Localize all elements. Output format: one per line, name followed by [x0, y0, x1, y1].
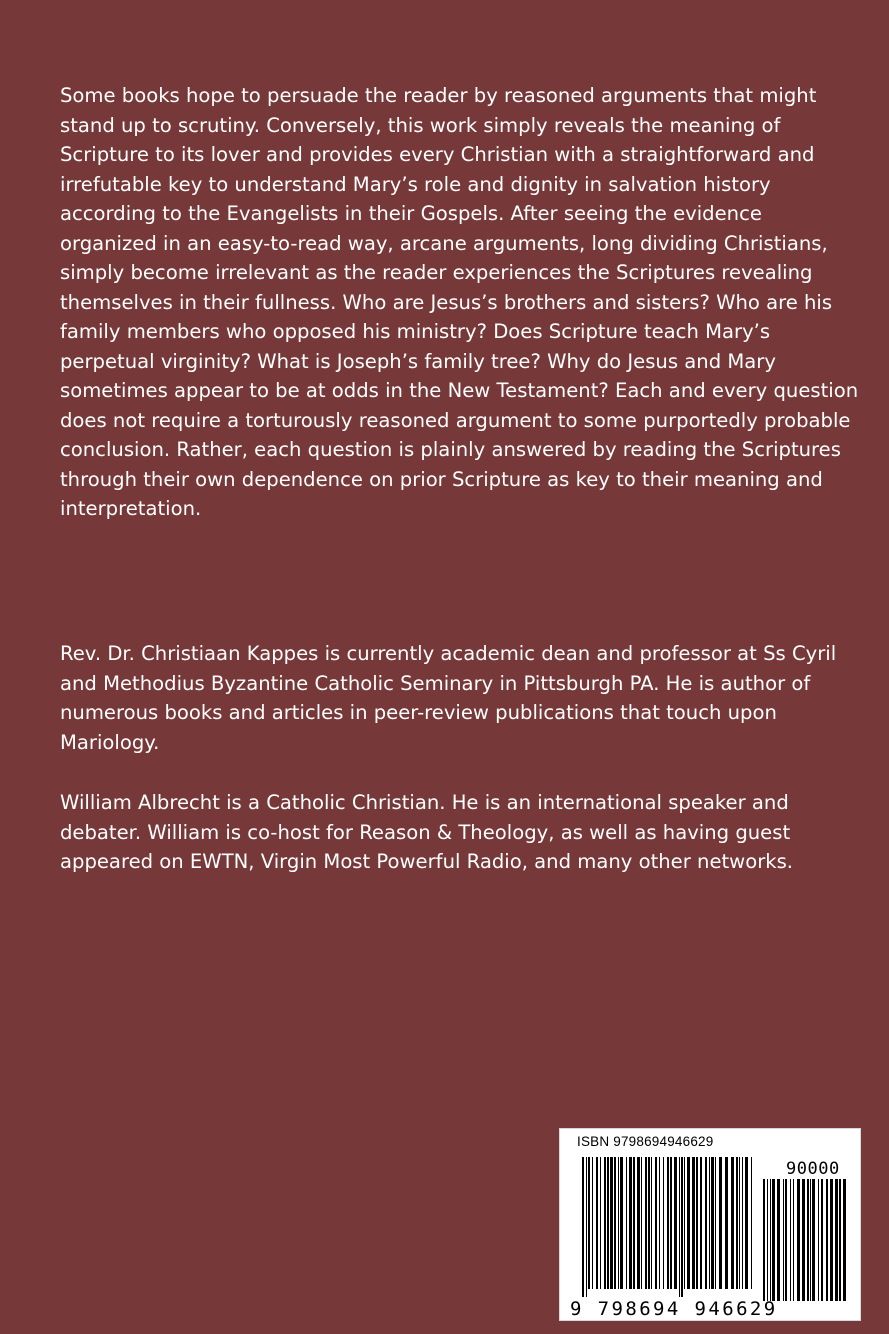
- barcode-bar: [777, 1179, 780, 1301]
- barcode-bar: [692, 1157, 695, 1289]
- barcode-bar: [785, 1179, 787, 1301]
- barcode-bar: [705, 1157, 707, 1289]
- barcode-bar: [637, 1157, 640, 1289]
- barcode-bar: [767, 1179, 768, 1301]
- barcode-bar: [731, 1157, 734, 1289]
- barcode-bar: [633, 1157, 635, 1289]
- barcode-bar: [725, 1157, 728, 1289]
- main-barcode-bars: [582, 1157, 752, 1297]
- barcode-bar: [655, 1157, 657, 1289]
- price-addon-bars: [763, 1179, 846, 1301]
- barcode-bar: [810, 1179, 811, 1301]
- barcode-bar: [835, 1179, 838, 1301]
- barcode-graphic: [560, 1129, 862, 1322]
- barcode-bar: [670, 1157, 672, 1289]
- barcode-bar: [772, 1179, 775, 1301]
- barcode-bar: [614, 1157, 616, 1289]
- barcode-bar: [667, 1157, 669, 1289]
- barcode-bar: [821, 1179, 823, 1301]
- barcode-bar: [783, 1179, 784, 1301]
- barcode-bar: [807, 1179, 809, 1301]
- barcode-bar: [592, 1157, 593, 1289]
- barcode-bar: [687, 1157, 690, 1289]
- barcode-bar: [802, 1179, 805, 1301]
- barcode-bar: [663, 1157, 664, 1289]
- author-bio-albrecht: [60, 788, 860, 877]
- barcode-bar: [830, 1179, 833, 1301]
- barcode-bar: [659, 1157, 660, 1289]
- barcode-bar: [739, 1157, 740, 1289]
- barcode-bar: [674, 1157, 677, 1289]
- isbn-label: ISBN 9798694946629: [577, 1134, 714, 1149]
- author-bio-albrecht-text: William Albrecht is a Catholic Christian. He is an international speaker and debater. William is co-host for Reason & Theology, as well as having guest appeared on EWTN, Virgin Most Powerful Radio, and many other networks.: [60, 791, 794, 873]
- barcode-bar: [596, 1157, 598, 1289]
- barcode-bar: [745, 1157, 748, 1289]
- isbn-barcode-box: [559, 1128, 861, 1321]
- barcode-bar: [641, 1157, 642, 1289]
- barcode-bar: [582, 1157, 584, 1297]
- barcode-bar: [604, 1157, 606, 1289]
- barcode-bar: [719, 1157, 722, 1289]
- barcode-bar: [700, 1157, 702, 1289]
- barcode-bar: [648, 1157, 650, 1289]
- barcode-bar: [696, 1157, 698, 1289]
- barcode-bar: [763, 1179, 765, 1301]
- barcode-bar: [790, 1179, 791, 1301]
- barcode-bar: [843, 1179, 846, 1301]
- barcode-bar: [645, 1157, 647, 1289]
- barcode-bar: [607, 1157, 609, 1289]
- barcode-bar: [839, 1179, 841, 1301]
- barcode-bar: [679, 1157, 680, 1297]
- barcode-bar: [793, 1179, 794, 1301]
- barcode-bar: [770, 1179, 771, 1301]
- barcode-bar: [600, 1157, 601, 1289]
- barcode-bar: [709, 1157, 710, 1289]
- barcode-bar: [818, 1179, 819, 1301]
- barcode-bar: [715, 1157, 716, 1289]
- barcode-bar: [610, 1157, 613, 1289]
- barcode-bar: [618, 1157, 619, 1289]
- synopsis-text: Some books hope to persuade the reader by reasoned arguments that might stand up to scrutiny. Conversely, this work simply reveals the meaning of Scripture to its lover and provides every Christian with a straightforward and irrefutable key to understand Mary’s role and dignity in salvation history according to the Evangelists in their Gospels. After seeing the evidence organized in an easy-to-read way, arcane arguments, long dividing Christians, simply become irrelevant as the reader experiences the Scriptures revealing themselves in their fullness. Who are Jesus’s brothers and sisters? Who are his family members who opposed his ministry? Does Scripture teach Mary’s perpetual virginity? What is Joseph’s family tree? Why do Jesus and Mary sometimes appear to be at odds in the New Testament? Each and every question does not require a torturously reasoned argument to some purportedly probable conclusion. Rather, each question is plainly answered by reading the Scriptures through their own dependence on prior Scripture as key to their meaning and interpretation.: [60, 84, 859, 520]
- barcode-bar: [626, 1157, 627, 1289]
- book-synopsis: [60, 81, 860, 524]
- barcode-bar: [586, 1157, 587, 1297]
- barcode-bar: [620, 1157, 623, 1289]
- barcode-bar: [684, 1157, 685, 1289]
- barcode-bar: [681, 1157, 683, 1297]
- barcode-bar: [826, 1179, 828, 1301]
- barcode-bar: [812, 1179, 815, 1301]
- barcode-bar: [651, 1157, 652, 1289]
- barcode-digits: 9 798694 946629: [570, 1298, 778, 1320]
- price-code: 90000: [786, 1159, 840, 1179]
- author-bio-kappes: [60, 639, 860, 757]
- barcode-bar: [736, 1157, 738, 1289]
- barcode-bar: [711, 1157, 714, 1289]
- barcode-bar: [629, 1157, 632, 1289]
- barcode-bar: [742, 1157, 743, 1289]
- barcode-bar: [751, 1157, 752, 1289]
- barcode-bar: [588, 1157, 590, 1289]
- barcode-bar: [797, 1179, 800, 1301]
- author-bio-kappes-text: Rev. Dr. Christiaan Kappes is currently academic dean and professor at Ss Cyril and Methodius Byzantine Catholic Seminary in Pittsburgh PA. He is author of numerous books and articles in peer-review publications that touch upon Mariology.: [60, 642, 837, 754]
